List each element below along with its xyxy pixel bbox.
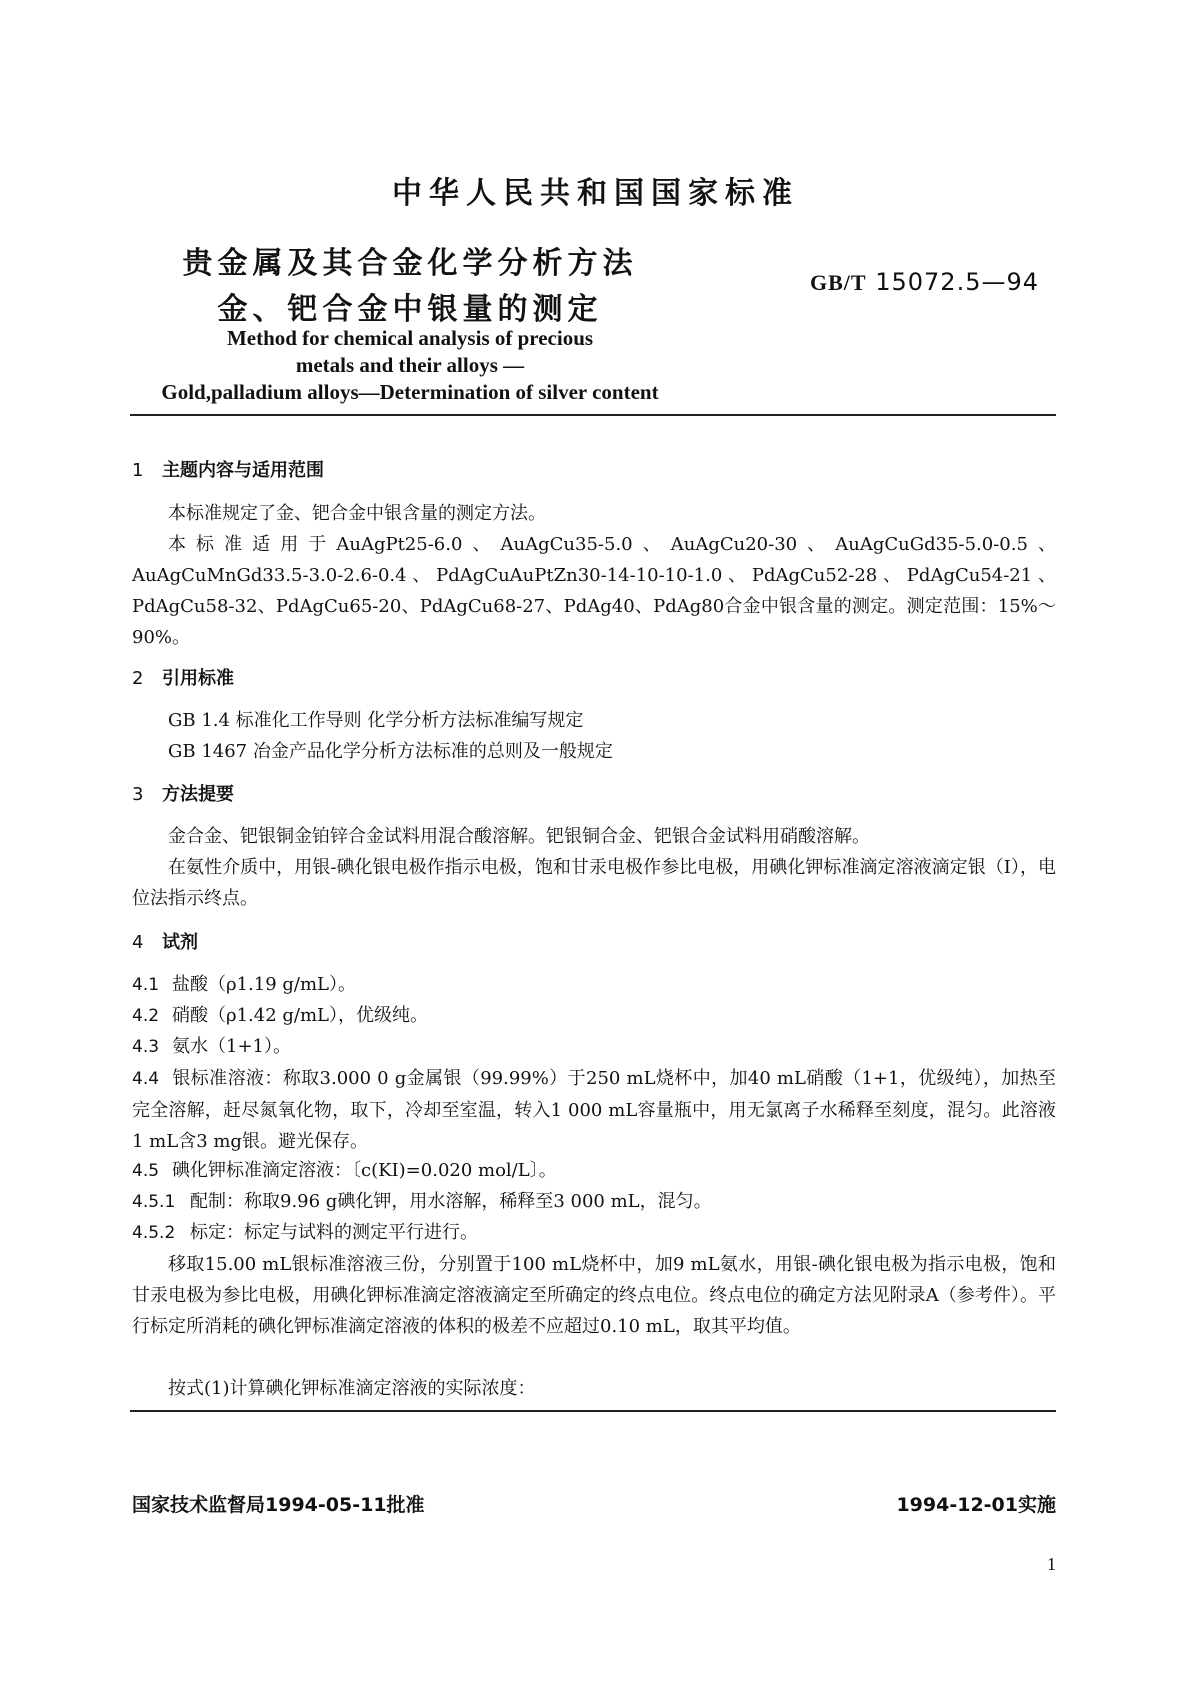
section-heading-3: [132, 780, 234, 806]
english-title-line3: Gold,palladium alloys—Determination of silver content: [161, 380, 659, 404]
paragraph-formula-intro: 按式(1)计算碘化钾标准滴定溶液的实际浓度：: [168, 1378, 536, 1399]
standard-prefix: GB/T: [810, 270, 867, 295]
item-number: 4.5: [132, 1161, 160, 1181]
item-text: 银标准溶液：称取3.000 0 g金属银（99.99%）于250 mL烧杯中，加40 mL硝酸（1+1，优级纯），加热至完全溶解，赶尽氮氧化物，取下，冷却至室温，转入1 000 mL容量瓶中，用无氯离子水稀释至刻度，混匀。此溶液1 mL含3 mg银。避光保存。: [132, 1068, 1056, 1152]
section-title: 主题内容与适用范围: [162, 460, 324, 481]
item-number: 4.1: [132, 975, 160, 995]
reference-1: GB 1.4 标准化工作导则 化学分析方法标准编写规定: [168, 710, 584, 731]
item-text: 盐酸（ρ1.19 g/mL）。: [172, 974, 356, 995]
approval-date: 国家技术监督局1994-05-11批准: [132, 1494, 425, 1516]
reagent-4-1: [132, 970, 356, 996]
reagent-4-5-1: [132, 1187, 712, 1213]
item-number: 4.5.1: [132, 1192, 176, 1212]
standard-code: 15072.5—94: [875, 268, 1040, 296]
section-heading-1: [132, 456, 324, 482]
reference-2: GB 1467 冶金产品化学分析方法标准的总则及一般规定: [168, 741, 613, 762]
paragraph-3-1: 金合金、钯银铜金铂锌合金试料用混合酸溶解。钯银铜合金、钯银合金试料用硝酸溶解。: [168, 826, 870, 847]
section-title: 试剂: [162, 932, 198, 953]
standard-number: [810, 268, 1039, 296]
header-divider: [130, 414, 1056, 416]
implementation-date: 1994-12-01实施: [896, 1494, 1056, 1516]
document-title-line1: 贵金属及其合金化学分析方法: [182, 246, 638, 281]
section-number: 1: [132, 460, 144, 481]
item-text: 碘化钾标准滴定溶液：〔c(KI)=0.020 mol/L〕。: [172, 1160, 557, 1181]
national-standard-title: 中华人民共和国国家标准: [392, 176, 799, 211]
paragraph-1-2: 本标准适用于AuAgPt25-6.0、AuAgCu35-5.0、AuAgCu20-30、AuAgCuGd35-5.0-0.5、AuAgCuMnGd33.5-3.0-2.6-0.4、PdAgCuAuPtZn30-14-10-10-1.0、PdAgCu52-28、PdAgCu54-21、PdAgCu58-32、PdAgCu65-20、PdAgCu68-27、PdAg40、PdAg80合金中银含量的测定。测定范围：15%～90%。: [132, 534, 1056, 648]
item-number: 4.2: [132, 1006, 160, 1026]
section-heading-2: [132, 664, 234, 690]
reagent-4-5-2: [132, 1218, 478, 1244]
reagent-4-5: [132, 1156, 557, 1182]
item-number: 4.3: [132, 1037, 160, 1057]
section-number: 3: [132, 784, 144, 805]
item-text: 标定：标定与试料的测定平行进行。: [190, 1222, 478, 1243]
section-title: 方法提要: [162, 784, 234, 805]
section-title: 引用标准: [162, 668, 234, 689]
reagent-4-4: [132, 1063, 1056, 1157]
paragraph-calibration: 移取15.00 mL银标准溶液三份，分别置于100 mL烧杯中，加9 mL氨水，用银-碘化银电极为指示电极，饱和甘汞电极为参比电极，用碘化钾标准滴定溶液滴定至所确定的终点电位。终点电位的确定方法见附录A（参考件）。平行标定所消耗的碘化钾标准滴定溶液的体积的极差不应超过0.10 mL，取其平均值。: [132, 1254, 1056, 1337]
reagent-4-3: [132, 1032, 291, 1058]
document-title-line2: 金、钯合金中银量的测定: [217, 292, 603, 327]
item-number: 4.4: [132, 1069, 160, 1089]
item-text: 配制：称取9.96 g碘化钾，用水溶解，稀释至3 000 mL，混匀。: [190, 1191, 712, 1212]
paragraph-3-2: 在氨性介质中，用银-碘化银电极作指示电极，饱和甘汞电极作参比电极，用碘化钾标准滴定溶液滴定银（Ⅰ），电位法指示终点。: [132, 857, 1056, 909]
paragraph-1-1: 本标准规定了金、钯合金中银含量的测定方法。: [168, 503, 546, 524]
item-text: 氨水（1+1）。: [172, 1036, 291, 1057]
section-number: 4: [132, 932, 144, 953]
english-title-line2: metals and their alloys —: [295, 353, 525, 377]
item-number: 4.5.2: [132, 1223, 176, 1243]
footer-divider: [130, 1410, 1056, 1412]
reagent-4-2: [132, 1001, 428, 1027]
item-text: 硝酸（ρ1.42 g/mL），优级纯。: [172, 1005, 428, 1026]
english-title-line1: Method for chemical analysis of precious: [226, 326, 594, 350]
section-number: 2: [132, 668, 144, 689]
section-heading-4: [132, 928, 198, 954]
page-number: 1: [1047, 1554, 1056, 1574]
